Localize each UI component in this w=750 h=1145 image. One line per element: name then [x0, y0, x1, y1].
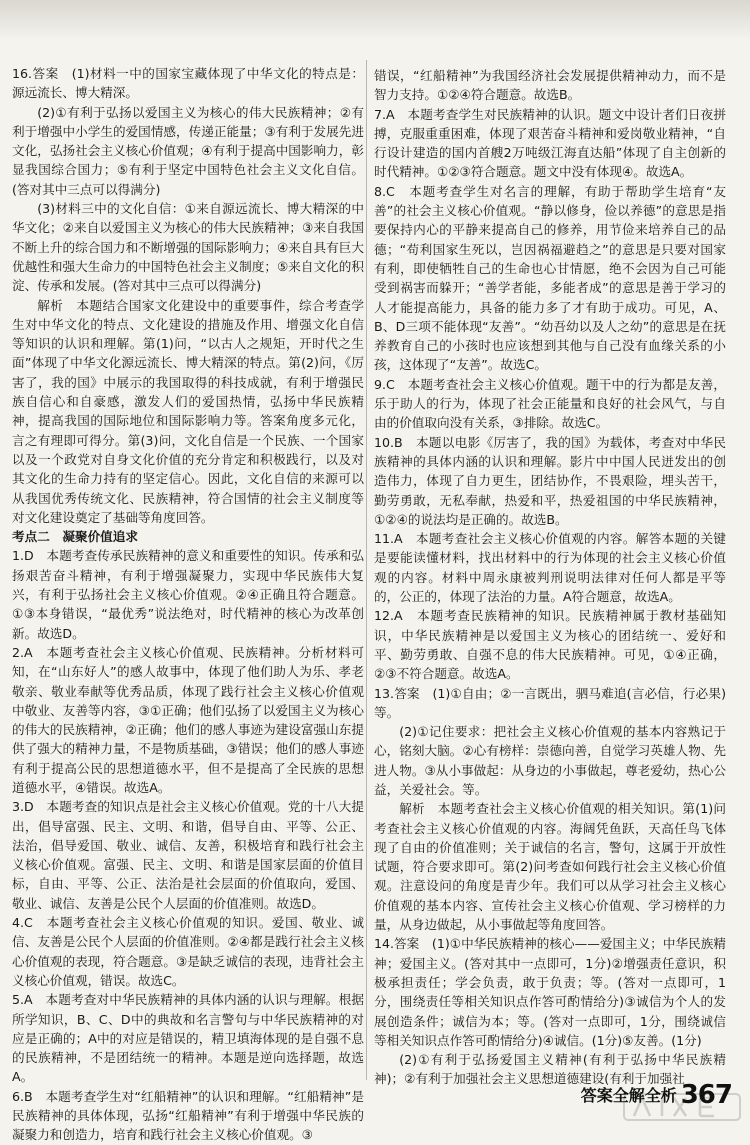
- page-top-shadow: [0, 0, 750, 40]
- answer-item-1: 1.D 本题考查传承民族精神的意义和重要性的知识。传承和弘扬艰苦奋斗精神，有利于增强凝聚力，实现中华民族伟大复兴，有利于弘扬社会主义核心价值观。②④正确且符合题意。①③本身错误，“最优秀”说法绝对，时代精神的核心为改革创新。故选D。: [12, 548, 364, 641]
- q13-answer: 13.答案 (1)①自由；②一言既出，驷马难追(言必信，行必果)等。: [374, 685, 726, 720]
- answer-item-4: 4.C 本题考查社会主义核心价值观的知识。爱国、敬业、诚信、友善是公民个人层面的价值准则。②④都是践行社会主义核心价值观的表现，符合题意。③是缺乏诚信的表现，违背社会主义核心价值观，错误。故选C。: [12, 915, 364, 988]
- section-heading: [12, 527, 364, 546]
- answer-item-7: 7.A 本题考查学生对民族精神的认识。题文中设计者们日夜拼搏，克服重重困难，体现了艰苦奋斗精神和爱岗敬业精神，“自行设计建造的国内首艘2万吨级江海直达船”体现了自主创新的时代精神。①②③符合题意。题文中没有体现④。故选A。: [374, 106, 726, 180]
- answer-item-5: 5.A 本题考查对中华民族精神的具体内涵的认识与理解。根据所学知识，B、C、D中的典故和名言警句与中华民族精神的对应是正确的；A中的对应是错误的，精卫填海体现的是自强不息的民族精神，不是团结统一的精神。本题是逆向选择题，故选A。: [12, 992, 364, 1085]
- q16-part3: (3)材料三中的文化自信：①来自源远流长、博大精深的中华文化；②来自以爱国主义为核心的伟大民族精神；③来自我国不断上升的综合国力和不断增强的国际影响力；④来自具有巨大优越性和强大生命力的中国特色社会主义制度；⑤来自文化的积淀、传承和发展。(答对其中三点可以得满分): [12, 201, 364, 294]
- answer-item-6-continued: 错误，“红船精神”为我国经济社会发展提供精神动力，而不是智力支持。①②④符合题意。故选B。: [374, 68, 726, 103]
- answer-item-6: 6.B 本题考查学生对“红船精神”的认识和理解。“红船精神”是民族精神的具体体现，弘扬“红船精神”有利于增强中华民族的凝聚力和创造力，培育和践行社会主义核心价值观。③: [12, 1088, 364, 1143]
- page-number: 367: [680, 1080, 732, 1110]
- right-column: [374, 66, 726, 1087]
- q16-answer: 16.答案 (1)材料一中的国家宝藏体现了中华文化的特点是：源远流长、博大精深。: [12, 66, 364, 101]
- answer-item-9: 9.C 本题考查社会主义核心价值观。题干中的行为都是友善，乐于助人的行为，体现了社会正能量和良好的社会风气，与自由的价值取向没有关系，③排除。故选C。: [374, 376, 726, 431]
- answer-item-8: 8.C 本题考查学生对名言的理解，有助于帮助学生培育“友善”的社会主义核心价值观。“静以修身，俭以养德”的意思是指要保持内心的平静来提高自己的修养，用节俭来培养自己的品德；“苟利国家生死以，岂因祸福避趋之”的意思是只要对国家有利，即使牺牲自己的生命也心甘情愿，绝不会因为自己可能受到祸害而躲开；“善学者能，多能者成”的意思是善于学习的人才能提高能力，具备的能力多了才有助于成功。可见，A、B、D三项不能体现“友善”。“幼吾幼以及人之幼”的意思是在抚养教育自己的小孩时也应该想到其他与自己没有血缘关系的小孩，这体现了“友善”。故选C。: [374, 183, 726, 373]
- footer-brand: 答案全解全析: [580, 1086, 677, 1105]
- answer-item-10: 10.B 本题以电影《厉害了，我的国》为载体，考查对中华民族精神的具体内涵的认识和理解。影片中中国人民迸发出的创造伟力，体现了自力更生，团结协作，不畏艰险，埋头苦干，勤劳勇敢，无私奉献，热爱和平，热爱祖国的中华民族精神，①②④的说法均是正确的。故选B。: [374, 434, 726, 527]
- q13-part2: (2)①记住要求：把社会主义核心价值观的基本内容熟记于心，铭刻大脑。②心有榜样：崇德向善，自觉学习英雄人物、先进人物。③从小事做起：从身边的小事做起，尊老爱幼，热心公益，关爱社会。等。: [374, 724, 726, 797]
- q16-part2: (2)①有利于弘扬以爱国主义为核心的伟大民族精神；②有利于增强中小学生的爱国情感，传递正能量；③有利于发展先进文化，弘扬社会主义核心价值观；④有利于提高中国影响力，彰显我国综合国力；⑤有利于坚定中国特色社会主义文化自信。(答对其中三点可以得满分): [12, 104, 364, 197]
- q16-analysis: 解析 本题结合国家文化建设中的重要事件，综合考查学生对中华文化的特点、文化建设的措施及作用、增强文化自信等知识的认识和理解。第(1)问，“以古人之规矩，开时代之生面”体现了中华文化源远流长、博大精深的特点。第(2)问，《厉害了，我的国》中展示的我国取得的科技成就，有利于增强民族自信心和自豪感，激发人们的爱国热情，弘扬中华民族精神，提高我国的国际地位和国际影响力等。答案角度多元化，言之有理即可得分。第(3)问，文化自信是一个民族、一个国家以及一个政党对自身文化价值的充分肯定和积极践行，以及对其文化的生命力持有的坚定信心。因此，文化自信的来源可以从我国优秀传统文化、民族精神，符合国情的社会主义制度等对文化建设奠定了基础等角度回答。: [12, 297, 364, 525]
- answer-item-12: 12.A 本题考查民族精神的知识。民族精神属于教材基础知识，中华民族精神是以爱国主义为核心的团结统一、爱好和平、勤劳勇敢、自强不息的伟大民族精神。可见，①④正确，②③不符合题意。故选A。: [374, 608, 726, 682]
- q14-answer: 14.答案 (1)①中华民族精神的核心——爱国主义；中华民族精神；爱国主义。(答对其中一点即可，1分)②增强责任意识，积极承担责任；学会负责，敢于负责；等。(答对一点即可，1分，围绕责任等相关知识点作答可酌情给分)③诚信为个人的发展创造条件；诚信为本；等。(答对一点即可，1分，围绕诚信等相关知识点作答可酌情给分)④诚信。(1分)⑤友善。(1分): [374, 936, 726, 1048]
- answer-item-2: 2.A 本题考查社会主义核心价值观、民族精神。分析材料可知，在“山东好人”的感人故事中，体现了他们助人为乐、孝老敬亲、敬业奉献等优秀品质，体现了践行社会主义核心价值观中敬业、友善等内容，③①正确；他们弘扬了以爱国主义为核心的伟大的民族精神，②正确；他们的感人事迹为建设富强山东提供了强大的精神力量，不是物质基础，③错误；他们的感人事迹有利于提高公民的思想道德水平，但不是提高了全民族的思想道德水平，④错误。故选A。: [12, 644, 364, 795]
- section-label: 考点二: [12, 529, 50, 545]
- q14-part2: (2)①有利于弘扬爱国主义精神(有利于弘扬中华民族精神)；②有利于加强社会主义思想道德建设(有利于加强社: [374, 1052, 726, 1087]
- column-divider: [366, 60, 367, 1080]
- section-title: 凝聚价值追求: [62, 529, 138, 545]
- answer-item-11: 11.A 本题考查社会主义核心价值观的内容。解答本题的关键是要能读懂材料，找出材料中的行为体现的社会主义核心价值观的内容。材料中周永康被判刑说明法律对任何人都是平等的，公正的，体现了法治的力量。A符合题意，故选A。: [374, 531, 726, 605]
- q13-analysis: 解析 本题考查社会主义核心价值观的相关知识。第(1)问考查社会主义核心价值观的内容。海阔凭鱼跃，天高任鸟飞体现了自由的价值准则；关于诚信的名言，警句，这属于开放性试题，符合要求即可。第(2)问考查如何践行社会主义核心价值观。注意设问的角度是青少年。我们可以从学习社会主义核心价值观的基本内容、宣传社会主义核心价值观、学习榜样的力量，从身边做起，从小事做起等角度回答。: [374, 801, 726, 933]
- page-footer: [581, 1074, 732, 1110]
- answer-item-3: 3.D 本题考查的知识点是社会主义核心价值观。党的十八大提出，倡导富强、民主、文明、和谐，倡导自由、平等、公正、法治，倡导爱国、敬业、诚信、友善，积极培育和践行社会主义核心价值观。富强、民主、文明、和谐是国家层面的价值目标，自由、平等、公正、法治是社会层面的价值取向，爱国、敬业、诚信、友善是公民个人层面的价值准则。故选D。: [12, 799, 364, 911]
- left-column: [12, 64, 364, 1143]
